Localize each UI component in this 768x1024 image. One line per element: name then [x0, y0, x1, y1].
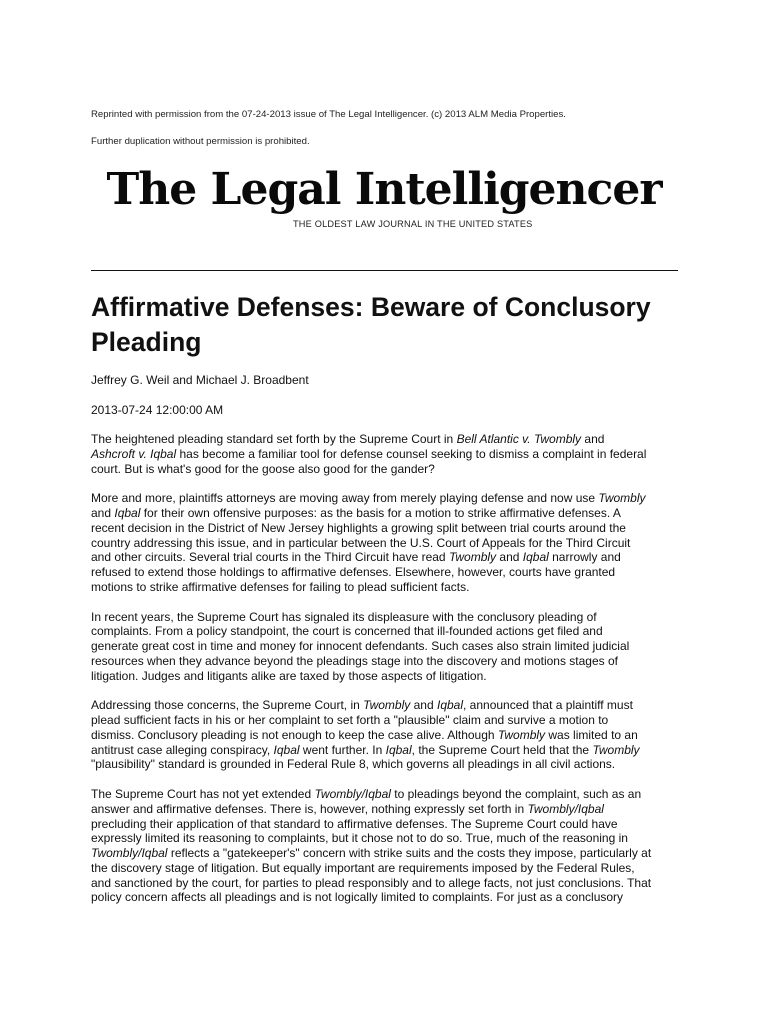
- article-byline: Jeffrey G. Weil and Michael J. Broadbent: [91, 373, 309, 387]
- paragraph-line: [91, 536, 691, 551]
- text-run: motions to strike affirmative defenses for failing to plead sufficient facts.: [91, 579, 470, 594]
- paragraph-line: [91, 506, 691, 521]
- case-name: Iqbal: [273, 742, 300, 757]
- text-run: antitrust case alleging conspiracy,: [91, 742, 274, 757]
- header-divider: [91, 270, 678, 271]
- text-run: dismiss. Conclusory pleading is not enough to keep the case alive. Although: [91, 727, 498, 742]
- body-paragraph: [91, 610, 691, 684]
- text-run: and: [91, 506, 115, 520]
- text-run: and sanctioned by the court, for parties to plead responsibly and to allege facts, not just conclusions. That: [91, 875, 652, 890]
- publication-logo: The Legal Intelligencer: [106, 164, 662, 215]
- paragraph-line: [91, 728, 691, 743]
- paragraph-line: [91, 757, 691, 772]
- body-paragraph: [91, 698, 691, 772]
- paragraph-line: [91, 521, 691, 536]
- paragraph-line: [91, 432, 691, 447]
- body-paragraph: [91, 432, 691, 476]
- text-run: has become a familiar tool for defense counsel seeking to dismiss a complaint in federal: [176, 446, 647, 461]
- text-run: reflects a "gatekeeper's" concern with strike suits and the costs they impose, particularly at: [167, 846, 652, 860]
- case-name: Iqbal: [522, 550, 549, 565]
- paragraph-line: [91, 890, 691, 905]
- case-name: Iqbal: [114, 506, 141, 520]
- paragraph-line: [91, 743, 691, 758]
- case-name: Twombly: [592, 742, 640, 757]
- text-run: the discovery stage of litigation. But equally important are requirements imposed by the Federal Rules,: [91, 860, 635, 875]
- paragraph-line: [91, 846, 691, 861]
- paragraph-line: [91, 861, 691, 876]
- case-name: Twombly: [598, 491, 646, 506]
- text-run: expressly limited its reasoning to complaints, but it chose not to do so. True, much of the reasoning in: [91, 831, 628, 846]
- paragraph-line: [91, 669, 691, 684]
- text-run: precluding their application of that standard to affirmative defenses. The Supreme Court could have: [91, 816, 618, 831]
- text-run: court. But is what's good for the goose also good for the gander?: [91, 461, 435, 476]
- publication-tagline: THE OLDEST LAW JOURNAL IN THE UNITED STATES: [293, 219, 533, 229]
- text-run: litigation. Judges and litigants alike are taxed by those aspects of litigation.: [91, 668, 487, 683]
- text-run: went further. In: [299, 742, 386, 757]
- article-body: [91, 432, 691, 920]
- text-run: Addressing those concerns, the Supreme Court, in: [91, 698, 364, 713]
- paragraph-line: [91, 787, 691, 802]
- case-name: Iqbal: [385, 742, 412, 757]
- case-name: Iqbal: [436, 698, 464, 713]
- case-name: Twombly: [363, 698, 411, 713]
- paragraph-line: [91, 565, 691, 580]
- text-run: to pleadings beyond the complaint, such as an: [390, 787, 642, 801]
- paragraph-line: [91, 802, 691, 817]
- paragraph-line: [91, 876, 691, 891]
- text-run: "plausibility" standard is grounded in Federal Rule 8, which governs all pleadings in all civil actions.: [91, 757, 616, 772]
- text-run: and: [496, 550, 523, 565]
- paragraph-line: [91, 491, 691, 506]
- paragraph-line: [91, 639, 691, 654]
- paragraph-line: [91, 447, 691, 462]
- masthead: [0, 164, 768, 234]
- paragraph-line: [91, 580, 691, 595]
- text-run: complaints. From a policy standpoint, the court is concerned that ill-founded actions get filed and: [91, 624, 603, 639]
- reprint-notice: Reprinted with permission from the 07-24-2013 issue of The Legal Intelligencer. (c) 2013 ALM Media Properties.: [91, 109, 566, 120]
- case-name: Twombly/Iqbal: [527, 801, 604, 816]
- text-run: , the Supreme Court held that the: [411, 742, 593, 757]
- paragraph-line: [91, 462, 691, 477]
- text-run: answer and affirmative defenses. There is, however, nothing expressly set forth in: [91, 801, 528, 816]
- paragraph-line: [91, 831, 691, 846]
- paragraph-line: [91, 550, 691, 565]
- case-name: Twombly: [497, 727, 546, 742]
- text-run: More and more, plaintiffs attorneys are moving away from merely playing defense and now use: [91, 491, 599, 506]
- text-run: In recent years, the Supreme Court has signaled its displeasure with the conclusory pleading of: [91, 609, 597, 624]
- text-run: was limited to an: [545, 727, 638, 742]
- paragraph-line: [91, 817, 691, 832]
- case-name: Bell Atlantic v. Twombly: [456, 432, 582, 446]
- text-run: recent decision in the District of New Jersey highlights a growing split between trial courts around the: [91, 520, 626, 535]
- text-run: and: [410, 698, 437, 713]
- paragraph-line: [91, 624, 691, 639]
- text-run: resources when they advance beyond the pleadings stage into the discovery and motions stages of: [91, 653, 618, 668]
- body-paragraph: [91, 787, 691, 905]
- text-run: refused to extend those holdings to affirmative defenses. Elsewhere, however, courts have granted: [91, 565, 616, 579]
- text-run: The Supreme Court has not yet extended: [91, 787, 315, 801]
- text-run: The heightened pleading standard set forth by the Supreme Court in: [91, 432, 457, 446]
- paragraph-line: [91, 610, 691, 625]
- body-paragraph: [91, 491, 691, 594]
- paragraph-line: [91, 698, 691, 713]
- case-name: Twombly/Iqbal: [314, 787, 391, 801]
- text-run: , announced that a plaintiff must: [463, 698, 633, 713]
- text-run: generate great cost in time and money for innocent defendants. Such cases also strain limited judicial: [91, 639, 630, 653]
- text-run: narrowly and: [548, 550, 621, 565]
- case-name: Twombly: [448, 550, 497, 565]
- text-run: plead sufficient facts in his or her complaint to set forth a "plausible" claim and survive a motion to: [91, 713, 609, 727]
- paragraph-line: [91, 654, 691, 669]
- article-headline: Affirmative Defenses: Beware of Conclusory Pleading: [91, 292, 651, 357]
- case-name: Ashcroft v. Iqbal: [91, 446, 177, 461]
- text-run: for their own offensive purposes: as the basis for a motion to strike affirmative defenses. A: [140, 506, 621, 520]
- text-run: and: [581, 432, 605, 446]
- article-date: 2013-07-24 12:00:00 AM: [91, 403, 224, 417]
- case-name: Twombly/Iqbal: [91, 846, 168, 860]
- paragraph-line: [91, 713, 691, 728]
- text-run: and other circuits. Several trial courts in the Third Circuit have read: [91, 550, 449, 565]
- duplication-notice: Further duplication without permission is prohibited.: [91, 136, 310, 147]
- text-run: policy concern affects all pleadings and is not logically limited to complaints. For just as a conclusory: [91, 890, 624, 905]
- text-run: country addressing this issue, and in particular between the U.S. Court of Appeals for the Third Circuit: [91, 535, 631, 550]
